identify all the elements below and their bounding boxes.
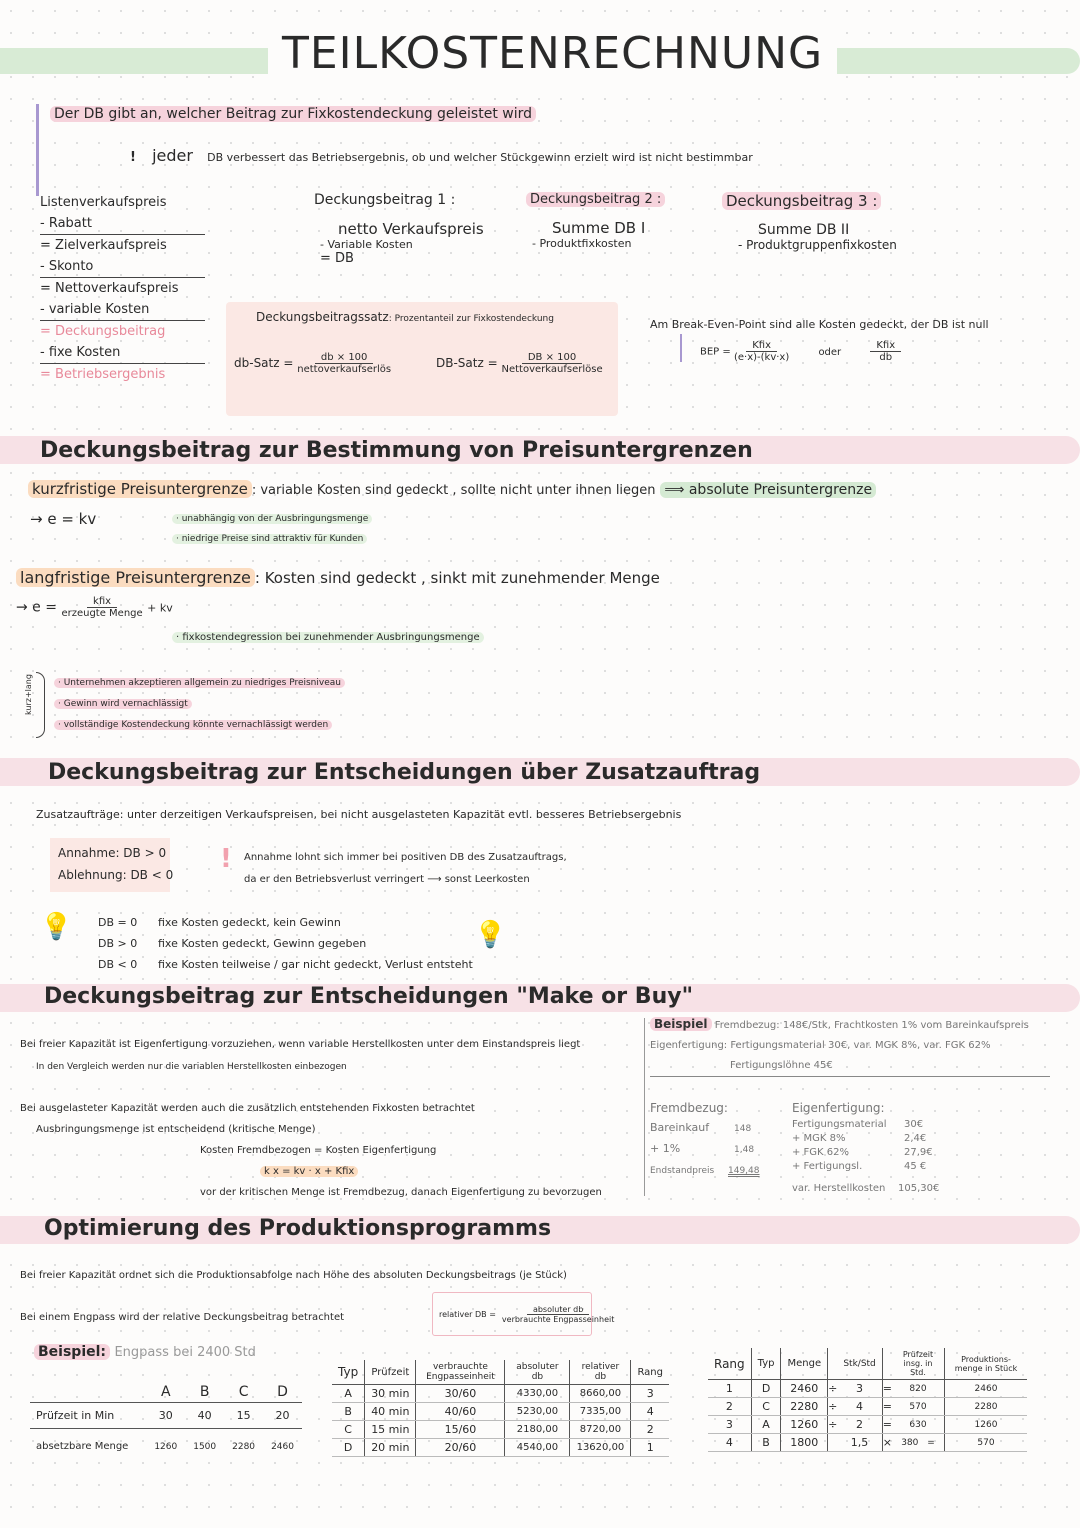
scheme-item: - variable Kosten — [40, 299, 205, 321]
bep-arrow — [680, 334, 682, 362]
scheme-item: = Zielverkaufspreis — [40, 238, 167, 253]
ef-row-value: 27,9€ — [904, 1147, 933, 1158]
lang-line — [16, 568, 660, 587]
kurz-label: kurzfristige Preisuntergrenze — [28, 480, 252, 498]
cell: 20 — [263, 1403, 302, 1429]
dbsatz-f1-frac — [297, 352, 391, 375]
table-row — [332, 1360, 669, 1385]
cell: 20/60 — [416, 1439, 505, 1457]
cell: 15 — [224, 1403, 263, 1429]
fb-row — [650, 1139, 760, 1160]
cell: 2460 — [271, 1441, 294, 1452]
lightbulb-icon: 💡 — [40, 912, 73, 942]
cell: 2280 — [781, 1398, 828, 1416]
exclamation: ! — [130, 150, 136, 165]
s3-p1a: Bei freier Kapazität ist Eigenfertigung vorzuziehen, wenn variable Herstellkosten unter dem Einstandspreis liegt — [20, 1039, 581, 1050]
s2-note1: Annahme lohnt sich immer bei positiven DB des Zusatzauftrags, — [244, 852, 567, 863]
cell: B — [332, 1403, 365, 1421]
header-cell: relativer db — [570, 1360, 631, 1385]
scheme-item: = Betriebsergebnis — [40, 367, 166, 382]
ablehnung: Ablehnung: DB < 0 — [58, 868, 174, 882]
dbsatz-f2 — [436, 352, 603, 375]
dbsatz-f1-label: db-Satz = — [234, 356, 294, 370]
cell: B — [185, 1382, 224, 1403]
s2-note2: da er den Betriebsverlust verringert ⟶ sonst Leerkosten — [244, 874, 530, 885]
s2-cases — [98, 912, 473, 975]
cell: 40 min — [365, 1403, 416, 1421]
table-production-plan — [708, 1348, 1027, 1452]
cell: 4 — [631, 1403, 669, 1421]
cell: 570 — [945, 1434, 1028, 1452]
intro-line2a: jeder — [152, 146, 193, 165]
ef-total-label: var. Herstellkosten — [792, 1183, 886, 1194]
cell: ÷ — [828, 1380, 838, 1398]
cell: 2 — [631, 1421, 669, 1439]
fb-row-value: 149,48 — [728, 1166, 760, 1176]
cell-equals: = — [927, 1437, 935, 1448]
fb-row-label: Bareinkauf — [650, 1121, 710, 1134]
scheme-item: = Nettoverkaufspreis — [40, 281, 179, 296]
fb-row-label: Endstandpreis — [650, 1166, 715, 1176]
case-row — [98, 954, 473, 975]
cell: 4 — [837, 1398, 882, 1416]
db3-title-text: Deckungsbeitrag 3 : — [722, 192, 881, 210]
lang-formula-post: + kv — [147, 601, 173, 615]
header-cell: Typ — [751, 1348, 781, 1380]
cell — [828, 1434, 838, 1452]
kurz-result: ⟹ absolute Preisuntergrenze — [660, 482, 876, 498]
table-row — [332, 1403, 669, 1421]
kurz-b2-text: · niedrige Preise sind attraktiv für Kunden — [172, 534, 367, 544]
bep-text: Am Break-Even-Point sind alle Kosten gedeckt, der DB ist null — [650, 318, 989, 331]
s3-ex1 — [650, 1014, 1050, 1036]
s1-title: Deckungsbeitrag zur Bestimmung von Preisuntergrenzen — [40, 438, 753, 463]
ef-row-value: 2,4€ — [904, 1133, 927, 1144]
both-b1 — [54, 678, 345, 688]
cell: 2280 — [232, 1441, 256, 1452]
cell: Prüfzeit in Min — [30, 1403, 146, 1429]
cell: 7335,00 — [570, 1403, 631, 1421]
table-relative-db — [332, 1360, 669, 1457]
dbsatz-f1-den: nettoverkaufserlös — [297, 364, 392, 375]
bep-label: BEP = — [700, 346, 731, 358]
lang-label: langfristige Preisuntergrenze — [16, 568, 255, 587]
dbsatz-f1-num: db × 100 — [315, 352, 374, 364]
cell: C — [751, 1398, 781, 1416]
intro-line1-text: Der DB gibt an, welcher Beitrag zur Fixkostendeckung geleistet wird — [50, 106, 536, 122]
cell — [30, 1382, 146, 1403]
cell: 2 — [708, 1398, 751, 1416]
cell: absetzbare Menge — [36, 1441, 129, 1453]
s3-p2c: Kosten Fremdbezogen = Kosten Eigenfertigung — [200, 1145, 437, 1156]
cell: 40 — [185, 1403, 224, 1429]
bep-f2-den: db — [879, 352, 893, 363]
table-row — [30, 1382, 302, 1403]
case-key: DB > 0 — [98, 937, 138, 950]
s3-p2e: vor der kritischen Menge ist Fremdbezug, danach Eigenfertigung zu bevorzugen — [200, 1187, 602, 1198]
cell: 1260 — [945, 1416, 1028, 1434]
ef-title: Eigenfertigung: — [792, 1101, 885, 1115]
db1-block — [314, 192, 484, 266]
table-row — [708, 1416, 1027, 1434]
cell: C — [332, 1421, 365, 1439]
header-cell — [882, 1348, 892, 1380]
db2-l2: - Produktfixkosten — [532, 237, 632, 250]
bep-f1-den: (e·x)-(kv·x) — [733, 352, 790, 363]
both-b3-text: · vollständige Kostendeckung könnte vernachlässigt werden — [54, 720, 332, 730]
cell: 15 min — [365, 1421, 416, 1439]
case-row — [98, 912, 473, 933]
s3-p1b: In den Vergleich werden nur die variablen Herstellkosten einbezogen — [36, 1062, 347, 1072]
lang-text: : Kosten sind gedeckt , sinkt mit zunehmender Menge — [254, 569, 660, 587]
s3-p2 — [20, 1098, 602, 1203]
db3-title — [722, 192, 897, 210]
cell: 3 — [837, 1380, 882, 1398]
cell: B — [751, 1434, 781, 1452]
cell: A — [146, 1382, 185, 1403]
header-cell: Stk/Std — [837, 1348, 882, 1380]
header-cell: Typ — [332, 1360, 365, 1385]
cell-value: 380 — [901, 1437, 919, 1448]
dbsatz-head — [256, 310, 554, 324]
calc-scheme — [40, 192, 205, 385]
s3-title: Deckungsbeitrag zur Entscheidungen "Make or Buy" — [44, 984, 694, 1009]
cell: 820 — [892, 1380, 945, 1398]
table-row — [332, 1439, 669, 1457]
s3-example-divider — [644, 1018, 645, 1196]
kurz-formula: → e = kv — [30, 510, 97, 528]
cell: 1260 — [781, 1416, 828, 1434]
s3-p2a: Bei ausgelasteter Kapazität werden auch die zusätzlich entstehenden Fixkosten betrachtet — [20, 1103, 475, 1114]
s4-example — [34, 1344, 256, 1360]
case-value: fixe Kosten gedeckt, Gewinn gegeben — [158, 937, 367, 950]
ef-row-value: 30€ — [904, 1119, 924, 1130]
cell: 2280 — [945, 1398, 1028, 1416]
cell: × — [882, 1434, 892, 1452]
bep-frac2 — [870, 340, 901, 363]
kurz-b1-text: · unabhängig von der Ausbringungsmenge — [172, 514, 372, 524]
db1-l1: netto Verkaufspreis — [338, 220, 484, 238]
s3-ex2: Eigenfertigung: Fertigungsmaterial 30€, var. MGK 8%, var. FGK 62% — [650, 1040, 991, 1051]
cell: 1 — [631, 1439, 669, 1457]
cell: 1500 — [193, 1441, 217, 1452]
both-b2-text: · Gewinn wird vernachlässigt — [54, 699, 192, 709]
s4-p1: Bei freier Kapazität ordnet sich die Produktionsabfolge nach Höhe des absoluten Deckungsbeitrags (je Stück) — [20, 1270, 567, 1281]
cell: D — [332, 1439, 365, 1457]
fb-row-value: 148 — [734, 1124, 752, 1134]
case-key: DB < 0 — [98, 958, 138, 971]
fremdbezug-block — [650, 1098, 760, 1181]
cell: = — [882, 1380, 892, 1398]
cell — [892, 1434, 945, 1452]
ef-total-value: 105,30€ — [898, 1183, 940, 1194]
cell: ÷ — [828, 1416, 838, 1434]
table-row — [708, 1380, 1027, 1398]
db1-l2: - Variable Kosten — [320, 238, 413, 251]
s3-p2d-text: k x = kv · x + Kfix — [260, 1166, 358, 1177]
cell: 8660,00 — [570, 1385, 631, 1403]
dbsatz-desc: : Prozentanteil zur Fixkostendeckung — [388, 314, 554, 324]
intro-bracket — [36, 104, 39, 196]
s4-ex-text: Engpass bei 2400 Std — [114, 1345, 256, 1360]
bep-oder: oder — [818, 346, 842, 358]
db2-title-text: Deckungsbeitrag 2 : — [526, 192, 665, 207]
cell: 3 — [708, 1416, 751, 1434]
cell: 30 min — [365, 1385, 416, 1403]
lang-den: erzeugte Menge — [61, 608, 143, 619]
ef-row-label: Fertigungsmaterial — [792, 1119, 887, 1130]
both-b2 — [54, 699, 192, 709]
table-products — [30, 1382, 302, 1465]
rel-db-box — [432, 1292, 615, 1336]
cell: 8720,00 — [570, 1421, 631, 1439]
s3-ex-label: Beispiel — [650, 1017, 712, 1031]
intro-line2 — [130, 146, 753, 165]
rel-db-num: absoluter db — [527, 1305, 589, 1315]
table-row — [708, 1398, 1027, 1416]
header-cell: Prüfzeit insg. in Std. — [892, 1348, 945, 1380]
cell: 2460 — [945, 1380, 1028, 1398]
s3-ex1-text: Fremdbezug: 148€/Stk, Frachtkosten 1% vom Bareinkaufspreis — [714, 1020, 1029, 1031]
cell: D — [263, 1382, 302, 1403]
cell: 1800 — [781, 1434, 828, 1452]
header-cell: Produktions-menge in Stück — [945, 1348, 1028, 1380]
header-cell — [828, 1348, 838, 1380]
cell: 630 — [892, 1416, 945, 1434]
db1-l3: = DB — [320, 251, 354, 266]
cell: A — [332, 1385, 365, 1403]
cell: 30 — [146, 1403, 185, 1429]
scheme-item: Listenverkaufspreis — [40, 195, 167, 210]
cell: = — [882, 1398, 892, 1416]
s4-p2: Bei einem Engpass wird der relative Deckungsbeitrag betrachtet — [20, 1312, 345, 1323]
table-row — [708, 1434, 1027, 1452]
cell: A — [751, 1416, 781, 1434]
cell: 30/60 — [416, 1385, 505, 1403]
ef-row-label: + MGK 8% — [792, 1133, 846, 1144]
ef-row-label: + Fertigungsl. — [792, 1161, 863, 1172]
lang-b1 — [172, 632, 484, 643]
bep-f2-num: Kfix — [870, 340, 901, 352]
cell: 3 — [631, 1385, 669, 1403]
s2-decision-box — [50, 838, 174, 892]
cell: 5230,00 — [505, 1403, 570, 1421]
db1-title: Deckungsbeitrag 1 : — [314, 192, 456, 208]
lightbulb-icon: 💡 — [474, 920, 507, 950]
scheme-item: = Deckungsbeitrag — [40, 324, 166, 339]
dbsatz-f1 — [234, 352, 391, 375]
table-row — [30, 1403, 302, 1429]
db2-l1: Summe DB I — [552, 219, 646, 237]
fb-row-label: + 1% — [650, 1142, 681, 1155]
lang-b1-text: · fixkostendegression bei zunehmender Ausbringungsmenge — [172, 632, 484, 643]
cell: 570 — [892, 1398, 945, 1416]
cell: D — [751, 1380, 781, 1398]
both-b3 — [54, 720, 332, 730]
both-label: kurz+lang — [23, 674, 33, 715]
cell: 2460 — [781, 1380, 828, 1398]
lang-frac — [61, 596, 142, 619]
db2-block — [526, 192, 665, 250]
annahme: Annahme: DB > 0 — [58, 846, 167, 860]
cell: = — [882, 1416, 892, 1434]
fb-row — [650, 1160, 760, 1181]
fb-row — [650, 1118, 760, 1139]
intro-line2b: DB verbessert das Betriebsergebnis, ob und welcher Stückgewinn erzielt wird ist nicht bestimmbar — [207, 151, 753, 164]
db3-block — [722, 192, 897, 252]
header-cell: Menge — [781, 1348, 828, 1380]
table-row — [332, 1421, 669, 1439]
dbsatz-f2-den: Nettoverkaufserlöse — [501, 364, 603, 375]
s2-title: Deckungsbeitrag zur Entscheidungen über Zusatzauftrag — [48, 760, 761, 785]
bep-formula — [700, 340, 901, 363]
header-cell: Rang — [631, 1360, 669, 1385]
cell: 1 — [708, 1380, 751, 1398]
lang-formula-pre: → e = — [16, 599, 57, 616]
scheme-item: - fixe Kosten — [40, 342, 205, 364]
both-b1-text: · Unternehmen akzeptieren allgemein zu niedriges Preisniveau — [54, 678, 345, 688]
intro-line1 — [50, 106, 536, 122]
rel-db-label: relativer DB = — [439, 1309, 496, 1319]
ef-row-value: 45 € — [904, 1161, 927, 1172]
both-brace — [36, 672, 45, 738]
dbsatz-box — [226, 302, 618, 416]
eigenfertigung-block — [792, 1098, 939, 1196]
cell: 2 — [837, 1416, 882, 1434]
header-cell: verbrauchte Engpasseinheit — [416, 1360, 505, 1385]
header-cell: Prüfzeit — [365, 1360, 416, 1385]
case-value: fixe Kosten teilweise / gar nicht gedeckt, Verlust entsteht — [158, 958, 473, 971]
lang-formula — [16, 596, 173, 619]
dbsatz-title: Deckungsbeitragssatz — [256, 310, 389, 324]
cell: 4540,00 — [505, 1439, 570, 1457]
cell: C — [224, 1382, 263, 1403]
rel-db-frac — [502, 1305, 614, 1324]
db3-l2: - Produktgruppenfixkosten — [738, 238, 897, 252]
db2-title — [526, 192, 665, 207]
cell: 4330,00 — [505, 1385, 570, 1403]
s3-p2d — [20, 1161, 602, 1182]
dbsatz-f2-num: DB × 100 — [522, 352, 582, 364]
dbsatz-f2-frac — [501, 352, 602, 375]
cell: 20 min — [365, 1439, 416, 1457]
s2-text: Zusatzaufträge: unter derzeitigen Verkaufspreisen, bei nicht ausgelasteten Kapazität evtl. besseres Betriebsergebnis — [36, 808, 682, 821]
cell: 1260 — [154, 1441, 178, 1452]
warning-icon: ! — [220, 844, 232, 874]
header-cell: absoluter db — [505, 1360, 570, 1385]
cell: 1,5 — [837, 1434, 882, 1452]
s4-ex-label: Beispiel: — [34, 1344, 110, 1360]
cell: 4 — [708, 1434, 751, 1452]
case-value: fixe Kosten gedeckt, kein Gewinn — [158, 916, 341, 929]
s3-p2b: Ausbringungsmenge ist entscheidend (kritische Menge) — [36, 1124, 316, 1135]
s3-p1 — [20, 1034, 580, 1078]
bep-frac1 — [734, 340, 789, 363]
db3-l1: Summe DB II — [758, 222, 850, 238]
case-key: DB = 0 — [98, 916, 138, 929]
s3-ex3: Fertigungslöhne 45€ — [650, 1056, 1050, 1077]
s3-example — [650, 1014, 1050, 1077]
dbsatz-f2-label: DB-Satz = — [436, 356, 498, 370]
table-row — [30, 1429, 302, 1465]
kurz-b2 — [172, 534, 367, 544]
ef-row-label: + FGK 62% — [792, 1147, 850, 1158]
rel-db-den: verbrauchte Engpasseinheit — [501, 1314, 615, 1324]
ef-row — [792, 1132, 939, 1146]
table-row — [708, 1348, 1027, 1380]
ef-row — [792, 1160, 939, 1174]
kurz-text: : variable Kosten sind gedeckt , sollte nicht unter ihnen liegen — [251, 483, 656, 498]
ef-row — [792, 1118, 939, 1132]
fb-title: Fremdbezug: — [650, 1101, 728, 1115]
page-title: TEILKOSTENRECHNUNG — [268, 28, 837, 79]
fb-row-value: 1,48 — [734, 1145, 755, 1155]
kurz-line — [28, 480, 876, 498]
cell: 13620,00 — [570, 1439, 631, 1457]
kurz-b1 — [172, 514, 372, 524]
table-row — [332, 1385, 669, 1403]
bep-f1-num: Kfix — [746, 340, 777, 352]
scheme-item: - Rabatt — [40, 213, 205, 235]
header-cell: Rang — [708, 1348, 751, 1380]
ef-row — [792, 1146, 939, 1160]
scheme-item: - Skonto — [40, 256, 205, 278]
cell: 40/60 — [416, 1403, 505, 1421]
s4-title: Optimierung des Produktionsprogramms — [44, 1216, 552, 1241]
cell: ÷ — [828, 1398, 838, 1416]
ef-total — [792, 1182, 939, 1196]
cell: 2180,00 — [505, 1421, 570, 1439]
lang-num: kfix — [87, 596, 117, 608]
cell: 15/60 — [416, 1421, 505, 1439]
case-row — [98, 933, 473, 954]
